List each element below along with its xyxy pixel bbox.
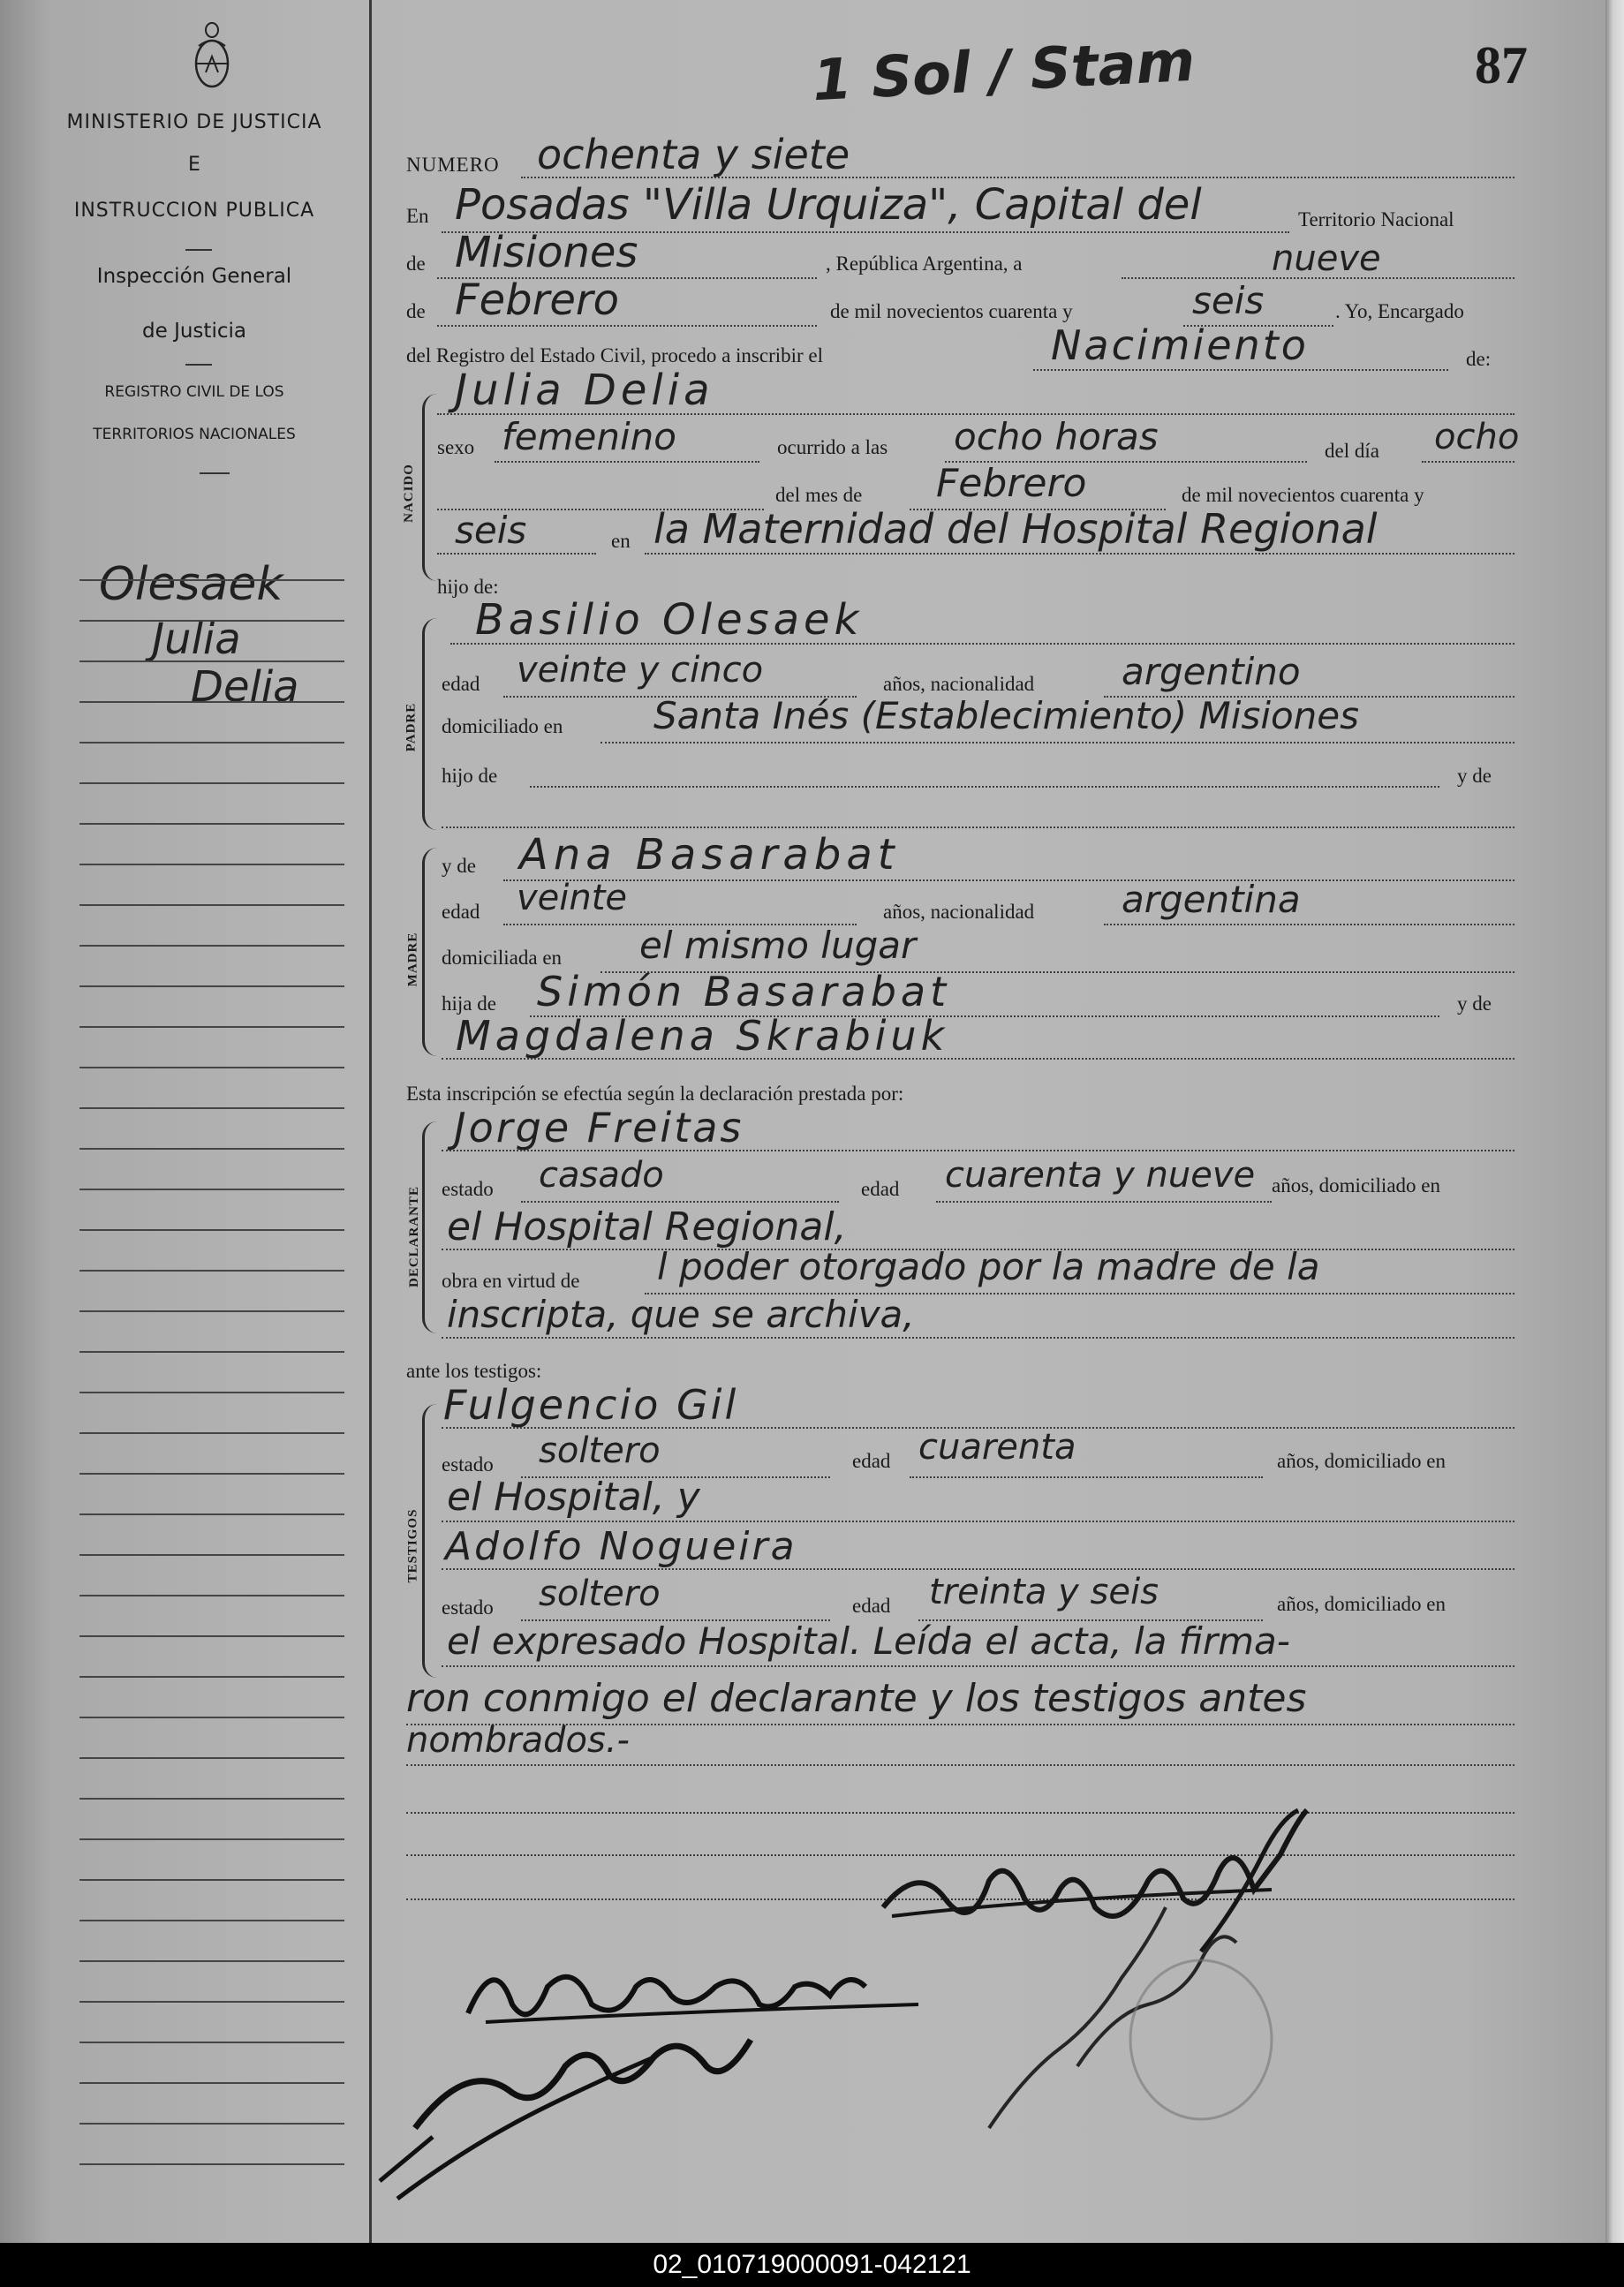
hijo-de-label: hijo de: <box>437 576 499 598</box>
registro-label: del Registro del Estado Civil, procedo a inscribir el <box>406 344 824 366</box>
sexo-label: sexo <box>437 436 475 458</box>
testigo1-edad-rule <box>910 1476 1263 1478</box>
hora-value: ocho horas <box>954 415 1159 458</box>
dia-nac-rule <box>1422 461 1514 463</box>
testigo2-estado-value: soltero <box>539 1574 661 1614</box>
numero-value: ochenta y siete <box>537 131 850 178</box>
territorio-label: Territorio Nacional <box>1298 208 1454 230</box>
madre-nacionalidad-label: años, nacionalidad <box>883 901 1035 923</box>
header-divider-3 <box>200 472 230 474</box>
cierre-line-2: nombrados.- <box>406 1720 630 1761</box>
corner-annotation: 1 Sol / Stam <box>811 28 1197 115</box>
margin-rule-line <box>79 904 344 906</box>
margin-rule <box>369 0 372 2243</box>
territorio-value: Misiones <box>455 228 638 277</box>
de-label: de <box>406 253 426 275</box>
margin-rule-line <box>79 1798 344 1800</box>
margin-rule-line <box>79 742 344 743</box>
ministry-title: MINISTERIO DE JUSTICIA <box>66 111 322 133</box>
madre-madre-value: Magdalena Skrabiuk <box>456 1012 949 1060</box>
mes-value: Febrero <box>455 275 619 325</box>
madre-y-de-label: y de <box>442 855 476 877</box>
registry-title: REGISTRO CIVIL DE LOS <box>104 383 284 401</box>
padre-y-de-label: y de <box>1457 765 1492 787</box>
inspection-title: Inspección General <box>96 265 292 288</box>
margin-rule-line <box>79 579 344 581</box>
margin-rule-line <box>79 1960 344 1962</box>
del-mes-label: del mes de <box>775 484 863 506</box>
margin-rule-line <box>79 1879 344 1881</box>
margin-first-name: Julia <box>152 615 241 664</box>
padre-edad-value: veinte y cinco <box>517 650 764 691</box>
margin-rule-line <box>79 1432 344 1434</box>
padre-brace <box>422 618 437 830</box>
testigo1-edad-label: edad <box>852 1450 891 1472</box>
madre-section-label: MADRE <box>405 932 420 987</box>
de-mes-label: de <box>406 300 426 322</box>
margin-rule-line <box>79 1838 344 1840</box>
declarante-edad-value: cuarenta y nueve <box>945 1155 1256 1196</box>
del-dia-label: del día <box>1325 440 1379 462</box>
numero-rule <box>521 177 1514 178</box>
testigo2-domicilio-label: años, domiciliado en <box>1277 1593 1446 1615</box>
madre-edad-label: edad <box>442 901 480 923</box>
padre-section-label: PADRE <box>404 702 419 752</box>
margin-rule-line <box>79 1189 344 1190</box>
testigo1-domicilio-label: años, domiciliado en <box>1277 1450 1446 1472</box>
margin-rule-line <box>79 2042 344 2043</box>
margin-rule-line <box>79 2123 344 2125</box>
acta-rule <box>1033 369 1448 371</box>
encargado-signature <box>971 1872 1289 2137</box>
declarante-estado-label: estado <box>442 1178 494 1200</box>
en-lugar-label: en <box>611 530 631 552</box>
dia-nac-value: ocho <box>1434 417 1520 457</box>
margin-rule-line <box>79 1757 344 1759</box>
margin-rule-line <box>79 782 344 784</box>
margin-rule-line <box>79 1107 344 1109</box>
dia-value: nueve <box>1272 238 1381 279</box>
sexo-rule <box>495 461 759 463</box>
testigo1-edad-value: cuarenta <box>918 1427 1076 1468</box>
margin-rule-line <box>79 1513 344 1515</box>
mes-rule <box>437 325 817 327</box>
testigo2-signature <box>362 2004 768 2208</box>
sexo-value: femenino <box>502 415 676 458</box>
margin-rule-line <box>79 1229 344 1231</box>
padre-nacionalidad-value: argentino <box>1122 650 1301 693</box>
header-divider <box>185 249 212 251</box>
madre-madre-rule <box>442 1058 1514 1060</box>
ministry-subtitle: INSTRUCCION PUBLICA <box>73 200 315 222</box>
declarante-nombre-value: Jorge Freitas <box>454 1104 744 1151</box>
margin-rule-line <box>79 985 344 987</box>
mes-nac-value: Febrero <box>936 461 1087 506</box>
anio-label: de mil novecientos cuarenta y <box>830 300 1073 322</box>
margin-rule-line <box>79 1920 344 1921</box>
testigo2-nombre-value: Adolfo Nogueira <box>445 1524 797 1569</box>
padre-hijo-de-label: hijo de <box>442 765 498 787</box>
madre-nacionalidad-value: argentina <box>1122 878 1301 921</box>
en-label: En <box>406 205 429 227</box>
cierre-rule-2 <box>406 1764 1514 1766</box>
declarante-estado-value: casado <box>539 1155 664 1196</box>
padre-extra-rule <box>442 826 1514 828</box>
padre-domicilio-rule <box>601 742 1514 743</box>
ministry-conjunction: E <box>188 154 200 176</box>
madre-nombre-rule <box>503 879 1514 881</box>
declarante-domicilio-label: años, domiciliado en <box>1272 1174 1440 1196</box>
margin-rule-line <box>79 1473 344 1475</box>
testigo1-estado-label: estado <box>442 1453 494 1476</box>
margin-rule-line <box>79 1270 344 1272</box>
margin-rule-line <box>79 1067 344 1068</box>
republica-label: , República Argentina, a <box>826 253 1023 275</box>
margin-rule-line <box>79 1717 344 1718</box>
page-edge <box>1605 0 1624 2243</box>
margin-surname: Olesaek <box>99 558 283 611</box>
declarante-edad-rule <box>936 1201 1272 1203</box>
cierre-line-1: ron conmigo el declarante y los testigos antes <box>406 1676 1307 1721</box>
margin-rule-line <box>79 1595 344 1596</box>
inspection-subtitle: de Justicia <box>142 320 246 343</box>
testigo1-estado-value: soltero <box>539 1430 661 1471</box>
testigo1-domicilio-rule <box>442 1521 1514 1522</box>
testigos-label: ante los testigos: <box>406 1360 542 1382</box>
obra-value-2: inscripta, que se archiva, <box>447 1293 915 1336</box>
madre-domicilio-label: domiciliada en <box>442 947 563 969</box>
margin-rule-line <box>79 823 344 825</box>
lugar-nacimiento-value: la Maternidad del Hospital Regional <box>653 505 1378 553</box>
margin-second-name: Delia <box>191 662 299 712</box>
padre-nombre-value: Basilio Olesaek <box>475 595 864 645</box>
anio-nac-rule <box>437 553 596 555</box>
testigos-brace <box>422 1404 437 1678</box>
coat-of-arms-icon <box>190 19 234 90</box>
margin-rule-line <box>79 1148 344 1150</box>
numero-label: NUMERO <box>406 154 500 176</box>
margin-rule-line <box>79 701 344 703</box>
lugar-rule <box>645 553 1514 555</box>
margin-rule-line <box>79 2082 344 2084</box>
acta-type-value: Nacimiento <box>1051 321 1309 369</box>
margin-rule-line <box>79 1351 344 1353</box>
testigo2-edad-label: edad <box>852 1595 891 1617</box>
testigo2-edad-value: treinta y seis <box>929 1572 1159 1612</box>
padre-nombre-rule <box>450 643 1514 645</box>
madre-y-de-2-label: y de <box>1457 993 1492 1015</box>
padre-edad-label: edad <box>442 673 480 695</box>
footer-code: 02_010719000091-042121 <box>0 2243 1624 2287</box>
page-number: 87 <box>1475 36 1528 94</box>
madre-domicilio-value: el mismo lugar <box>639 924 917 967</box>
madre-nacionalidad-rule <box>1104 924 1514 925</box>
testigo2-nombre-rule <box>442 1568 1514 1570</box>
declarante-section-label: DECLARANTE <box>407 1185 422 1288</box>
madre-brace <box>422 848 437 1056</box>
padre-nacionalidad-label: años, nacionalidad <box>883 673 1035 695</box>
margin-rule-line <box>79 620 344 622</box>
testigo1-domicilio-value: el Hospital, y <box>447 1475 700 1520</box>
localidad-value: Posadas "Villa Urquiza", Capital del <box>455 180 1202 230</box>
declarante-domicilio-value: el Hospital Regional, <box>447 1204 847 1249</box>
madre-padre-value: Simón Basarabat <box>537 968 951 1015</box>
inscripto-name: Julia Delia <box>455 366 714 415</box>
obra-rule-2 <box>442 1337 1514 1339</box>
obra-label: obra en virtud de <box>442 1270 580 1292</box>
declarante-edad-label: edad <box>861 1178 900 1200</box>
testigo1-nombre-value: Fulgencio Gil <box>443 1381 739 1429</box>
madre-hija-de-label: hija de <box>442 993 496 1015</box>
margin-rule-line <box>79 945 344 947</box>
margin-rule-line <box>79 1392 344 1393</box>
margin-rule-line <box>79 2163 344 2165</box>
testigo2-domicilio-value: el expresado Hospital. Leída el acta, la firma- <box>447 1619 1290 1663</box>
obra-value-1: l poder otorgado por la madre de la <box>657 1245 1320 1288</box>
testigos-section-label: TESTIGOS <box>405 1508 420 1583</box>
nacido-brace <box>422 394 437 581</box>
margin-rule-line <box>79 1310 344 1312</box>
madre-edad-value: veinte <box>517 878 628 918</box>
declarante-estado-rule <box>521 1201 839 1203</box>
anio-value: seis <box>1192 279 1265 322</box>
margin-rule-line <box>79 1635 344 1637</box>
header-divider-2 <box>185 364 212 366</box>
declaracion-label: Esta inscripción se efectúa según la declaración prestada por: <box>406 1083 904 1105</box>
padre-hijo-de-rule <box>530 786 1439 788</box>
anio-nac-value: seis <box>455 509 527 552</box>
de-colon-label: de: <box>1466 348 1492 370</box>
declarante-nombre-rule <box>442 1150 1514 1151</box>
padre-domicilio-label: domiciliado en <box>442 715 563 737</box>
padre-domicilio-value: Santa Inés (Establecimiento) Misiones <box>653 694 1360 737</box>
margin-rule-line <box>79 2001 344 2003</box>
margin-rule-line <box>79 1676 344 1678</box>
margin-rule-line <box>79 660 344 662</box>
margin-rule-line <box>79 1026 344 1028</box>
nacido-section-label: NACIDO <box>401 464 416 523</box>
testigo2-domicilio-rule <box>442 1665 1514 1667</box>
dia-rule <box>1122 277 1514 279</box>
anio-nac-label: de mil novecientos cuarenta y <box>1182 484 1424 506</box>
ocurrido-label: ocurrido a las <box>777 436 888 458</box>
madre-nombre-value: Ana Basarabat <box>519 830 900 879</box>
encargado-label: . Yo, Encargado <box>1335 300 1464 322</box>
testigo2-estado-label: estado <box>442 1596 494 1619</box>
margin-rule-line <box>79 1554 344 1556</box>
registry-subtitle: TERRITORIOS NACIONALES <box>93 426 296 443</box>
declarante-brace <box>422 1121 437 1333</box>
margin-rule-line <box>79 864 344 865</box>
